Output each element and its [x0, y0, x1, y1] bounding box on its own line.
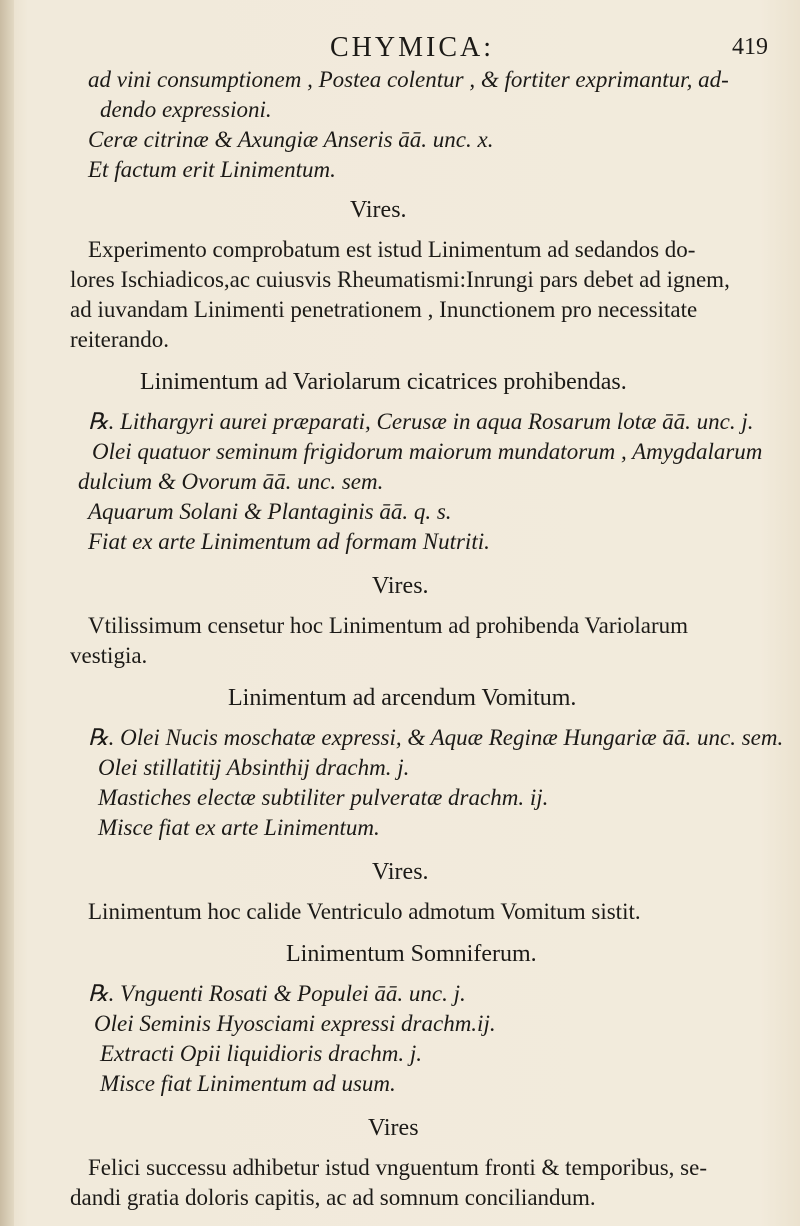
recipe-1-line-2: Olei quatuor seminum frigidorum maiorum mundatorum , Amygdalarum — [92, 439, 763, 464]
intro-line-2: dendo expressioni. — [100, 97, 272, 122]
recipe-1-line-4: Aquarum Solani & Plantaginis āā. q. s. — [88, 499, 452, 524]
vires-heading-2: Vires. — [372, 573, 429, 599]
recipe-2-line-1: ℞. Olei Nucis moschatæ expressi, & Aquæ Reginæ Hungariæ āā. unc. sem. — [88, 725, 784, 750]
vires-text-2-line-1: Vtilissimum censetur hoc Linimentum ad prohibenda Variolarum — [88, 613, 689, 638]
running-head: CHYMICA: — [330, 32, 495, 63]
recipe-3-line-1: ℞. Vnguenti Rosati & Populei āā. unc. j. — [88, 981, 466, 1006]
recipe-3-line-4: Misce fiat Linimentum ad usum. — [100, 1071, 396, 1096]
vires-text-1-line-1: Experimento comprobatum est istud Linimentum ad sedandos do- — [88, 237, 696, 262]
page-header — [0, 14, 800, 74]
vires-text-1-line-2: lores Ischiadicos,ac cuiusvis Rheumatismi:Inrungi pars debet ad ignem, — [70, 267, 730, 292]
recipe-2-line-2: Olei stillatitij Absinthij drachm. j. — [98, 755, 410, 780]
page-spine — [0, 0, 14, 1226]
section-title-1: Linimentum ad Variolarum cicatrices prohibendas. — [140, 369, 627, 395]
page-number: 419 — [732, 34, 768, 60]
intro-line-4: Et factum erit Linimentum. — [88, 157, 336, 182]
vires-text-2-line-2: vestigia. — [70, 643, 148, 668]
section-title-3: Linimentum Somniferum. — [286, 941, 537, 967]
intro-line-3: Ceræ citrinæ & Axungiæ Anseris āā. unc. x. — [88, 127, 494, 152]
vires-heading-4: Vires — [368, 1115, 419, 1141]
intro-line-1: ad vini consumptionem , Postea colentur , & fortiter exprimantur, ad- — [88, 67, 729, 92]
vires-text-3-line-1: Linimentum hoc calide Ventriculo admotum Vomitum sistit. — [88, 899, 641, 924]
vires-text-1-line-4: reiterando. — [70, 327, 169, 352]
recipe-2-line-4: Misce fiat ex arte Linimentum. — [98, 815, 380, 840]
recipe-2-line-3: Mastiches electæ subtiliter pulveratæ drachm. ij. — [98, 785, 549, 810]
recipe-1-line-1: ℞. Lithargyri aurei præparati, Cerusæ in aqua Rosarum lotæ āā. unc. j. — [88, 409, 754, 434]
recipe-1-line-5: Fiat ex arte Linimentum ad formam Nutriti. — [88, 529, 490, 554]
recipe-1-line-3: dulcium & Ovorum āā. unc. sem. — [78, 469, 384, 494]
vires-heading-3: Vires. — [372, 859, 429, 885]
vires-text-4-line-1: Felici successu adhibetur istud vnguentum fronti & temporibus, se- — [88, 1155, 707, 1180]
recipe-3-line-3: Extracti Opii liquidioris drachm. j. — [100, 1041, 422, 1066]
vires-text-4-line-2: dandi gratia doloris capitis, ac ad somnum conciliandum. — [70, 1185, 596, 1210]
vires-text-1-line-3: ad iuvandam Linimenti penetrationem , Inunctionem pro necessitate — [70, 297, 698, 322]
section-title-2: Linimentum ad arcendum Vomitum. — [228, 685, 577, 711]
vires-heading-1: Vires. — [350, 197, 407, 223]
recipe-3-line-2: Olei Seminis Hyosciami expressi drachm.ij. — [94, 1011, 496, 1036]
